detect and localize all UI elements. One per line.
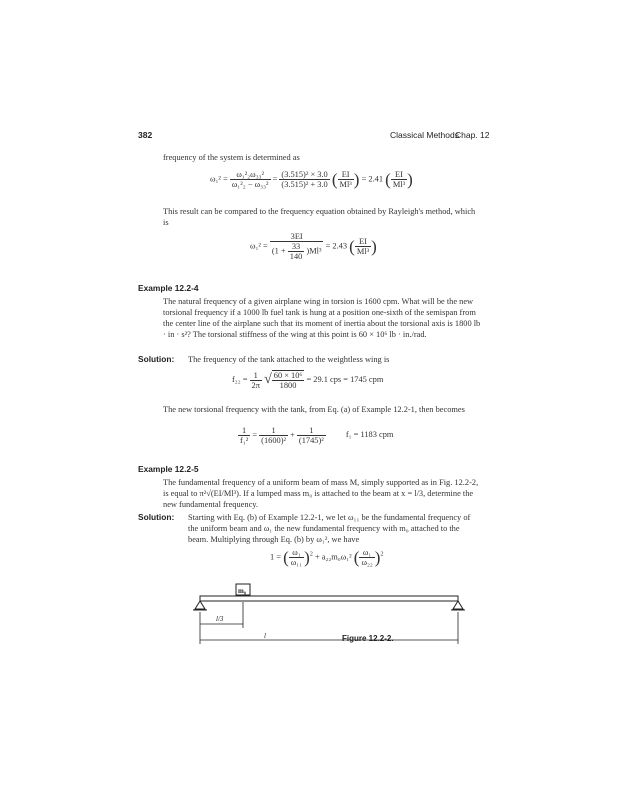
running-title: Classical Methods bbox=[390, 130, 459, 140]
eq5-plus: + a₂₂m₀ω₁² bbox=[314, 552, 352, 562]
eq2-den-open: (1 + bbox=[271, 246, 286, 256]
equation-3: f₂₂ = $\frac{1}{2\pi}$ √ $\frac{\text{60 × 10⁶}}{1800}$ = 29.1 cps = 1745 cpm bbox=[232, 370, 384, 390]
eq2-den bbox=[270, 242, 324, 261]
eq2-inner-num: 33 bbox=[288, 242, 305, 252]
example-text-1: The natural frequency of a given airplane wing in torsion is 1600 cpm. What will be the new torsional frequency if a 1000 lb fuel tank is hung at a position one-sixth of the semispan from the center line of the airplane such that its moment of inertia about the torsional axis is 1800 lb · in · s²? The torsional stiffness of the wing at this point is 60 × 10⁶ lb · in./rad. bbox=[163, 297, 481, 339]
equation-5: 1 = ( $\frac{\text{ω₁}}{\text{ω₁₁}}$ )$^2$ + a₂₂m₀ω₁² ( $\frac{\text{ω₁}}{\text{ω₂₂}}$ )$^2$ bbox=[270, 548, 384, 567]
eq1-result: = 2.41 bbox=[361, 174, 384, 184]
solution-text-2: Starting with Eq. (b) of Example 12.2-1, we let ω₁₁ be the fundamental frequency of the uniform beam and ω₁ the new fundamental frequency with m₀ attached to the beam. Multiplying through Eq. (b) by ω₁², we have bbox=[188, 513, 471, 544]
equation-1: ω₁² = $\frac{\text{ω₁²₂ω₃₃²}}{\text{ω₁²₂ − ω₃₃²}}$ = $\frac{\text{(3.515)² × 3.0}}{\text{(3.515)² + 3.0}}$ ( $\frac{EI}{\text{Ml³}}$ ) = 2.41 ( $\frac{EI}{\text{Ml³}}$ ) bbox=[210, 170, 413, 189]
left-support bbox=[195, 601, 205, 609]
page-number: 382 bbox=[138, 130, 153, 140]
eq1-frac2-num: (3.515)² × 3.0 bbox=[281, 170, 328, 179]
solution-label-2: Solution: bbox=[138, 512, 175, 522]
eq2-den-close: )Ml³ bbox=[306, 246, 322, 256]
beam-figure bbox=[190, 580, 490, 650]
eq1-frac2-den: (3.515)² + 3.0 bbox=[281, 180, 328, 189]
eq2-frac bbox=[270, 232, 324, 261]
right-support bbox=[453, 601, 463, 609]
eq3-result: = 29.1 cps = 1745 cpm bbox=[306, 374, 384, 384]
eq2-paren-num: EI bbox=[355, 237, 371, 247]
eq1-paren-den: Ml³ bbox=[339, 180, 352, 189]
eq4-t1-den: (1600)² bbox=[261, 436, 286, 445]
eq2-lhs: ω₁² = bbox=[250, 241, 268, 251]
eq2-num: 3EI bbox=[270, 232, 324, 242]
eq5-t1-num: ω₁ bbox=[289, 548, 304, 558]
figure-caption: Figure 12.2-2. bbox=[342, 634, 394, 643]
eq4-lhs-den: f₁² bbox=[240, 436, 249, 445]
solution-text-1: The frequency of the tank attached to the weightless wing is bbox=[188, 355, 390, 364]
solution-label-1: Solution: bbox=[138, 354, 175, 364]
example-label-1: Example 12.2-4 bbox=[138, 283, 199, 293]
eq4-t1-num: 1 bbox=[259, 426, 288, 436]
eq1-frac2 bbox=[279, 170, 329, 189]
eq1-frac1-num: ω₁²₂ω₃₃² bbox=[230, 170, 271, 180]
eq1-paren-frac bbox=[338, 170, 354, 189]
eq2-paren-frac bbox=[355, 237, 371, 256]
eq1-frac1-den: ω₁²₂ − ω₃₃² bbox=[231, 180, 269, 189]
eq2-result: = 2.43 bbox=[325, 241, 348, 251]
eq5-exp-1: 2 bbox=[309, 551, 313, 558]
compare-text: This result can be compared to the frequency equation obtained by Rayleigh's method, which is bbox=[163, 207, 476, 227]
example-label-2: Example 12.2-5 bbox=[138, 464, 199, 474]
eq5-t2-den: ω₂₂ bbox=[361, 558, 373, 567]
eq1-paren-num: EI bbox=[338, 170, 354, 180]
eq5-exp-2: 2 bbox=[380, 551, 384, 558]
eq5-lhs: 1 = bbox=[270, 552, 282, 562]
eq1-result-num: EI bbox=[391, 170, 407, 180]
eq3-root-den: 1800 bbox=[279, 381, 297, 390]
eq3-root-num: 60 × 10⁶ bbox=[273, 371, 303, 380]
eq1-frac1 bbox=[230, 170, 271, 189]
eq3-lhs: f₂₂ = bbox=[232, 374, 248, 384]
eq4-result: f₁ = 1183 cpm bbox=[345, 430, 394, 440]
eq4-t2-den: (1745)² bbox=[298, 436, 324, 445]
beam bbox=[200, 596, 458, 601]
intro-line: frequency of the system is determined as bbox=[163, 153, 300, 162]
solution-text-1b: The new torsional frequency with the tank, from Eq. (a) of Example 12.2-1, then becomes bbox=[163, 405, 465, 414]
equation-2: ω₁² = 3EI (1 + $\frac{33}{140}$ )Ml³ = 2.43 ( $\frac{EI}{\text{Ml³}}$ ) bbox=[250, 232, 377, 261]
eq1-lhs: ω₁² = bbox=[210, 174, 228, 184]
eq4-t2-num: 1 bbox=[297, 426, 326, 436]
eq2-inner-den: 140 bbox=[289, 252, 303, 261]
dim-long-label: l bbox=[264, 632, 266, 640]
eq1-result-den: Ml³ bbox=[392, 180, 406, 189]
equation-4: $\frac{1}{\text{f₁²}}$ = $\frac{1}{\text{(1600)²}}$ + $\frac{1}{\text{(1745)²}}$ f₁ = 1183 cpm bbox=[240, 426, 394, 445]
eq2-paren-den: Ml³ bbox=[356, 247, 370, 256]
eq1-eq-sign: = bbox=[272, 174, 278, 184]
chapter-label: Chap. 12 bbox=[455, 130, 490, 140]
eq3-coef-den: 2π bbox=[251, 380, 260, 390]
eq1-result-frac bbox=[391, 170, 407, 189]
mass-label: m₀ bbox=[238, 587, 246, 595]
eq3-coef-num: 1 bbox=[250, 371, 262, 381]
example-text-2: The fundamental frequency of a uniform beam of mass M, simply supported as in Fig. 12.2-2, is equal to π²√(EI/Ml³). If a lumped mass m₀ is attached to the beam at x = l/3, determine the new fundamental frequency. bbox=[163, 478, 479, 509]
eq5-t1-den: ω₁₁ bbox=[290, 558, 303, 567]
dim-short-label: l/3 bbox=[216, 615, 224, 623]
eq5-t2-num: ω₁ bbox=[359, 548, 374, 558]
eq4-lhs-num: 1 bbox=[238, 426, 250, 436]
